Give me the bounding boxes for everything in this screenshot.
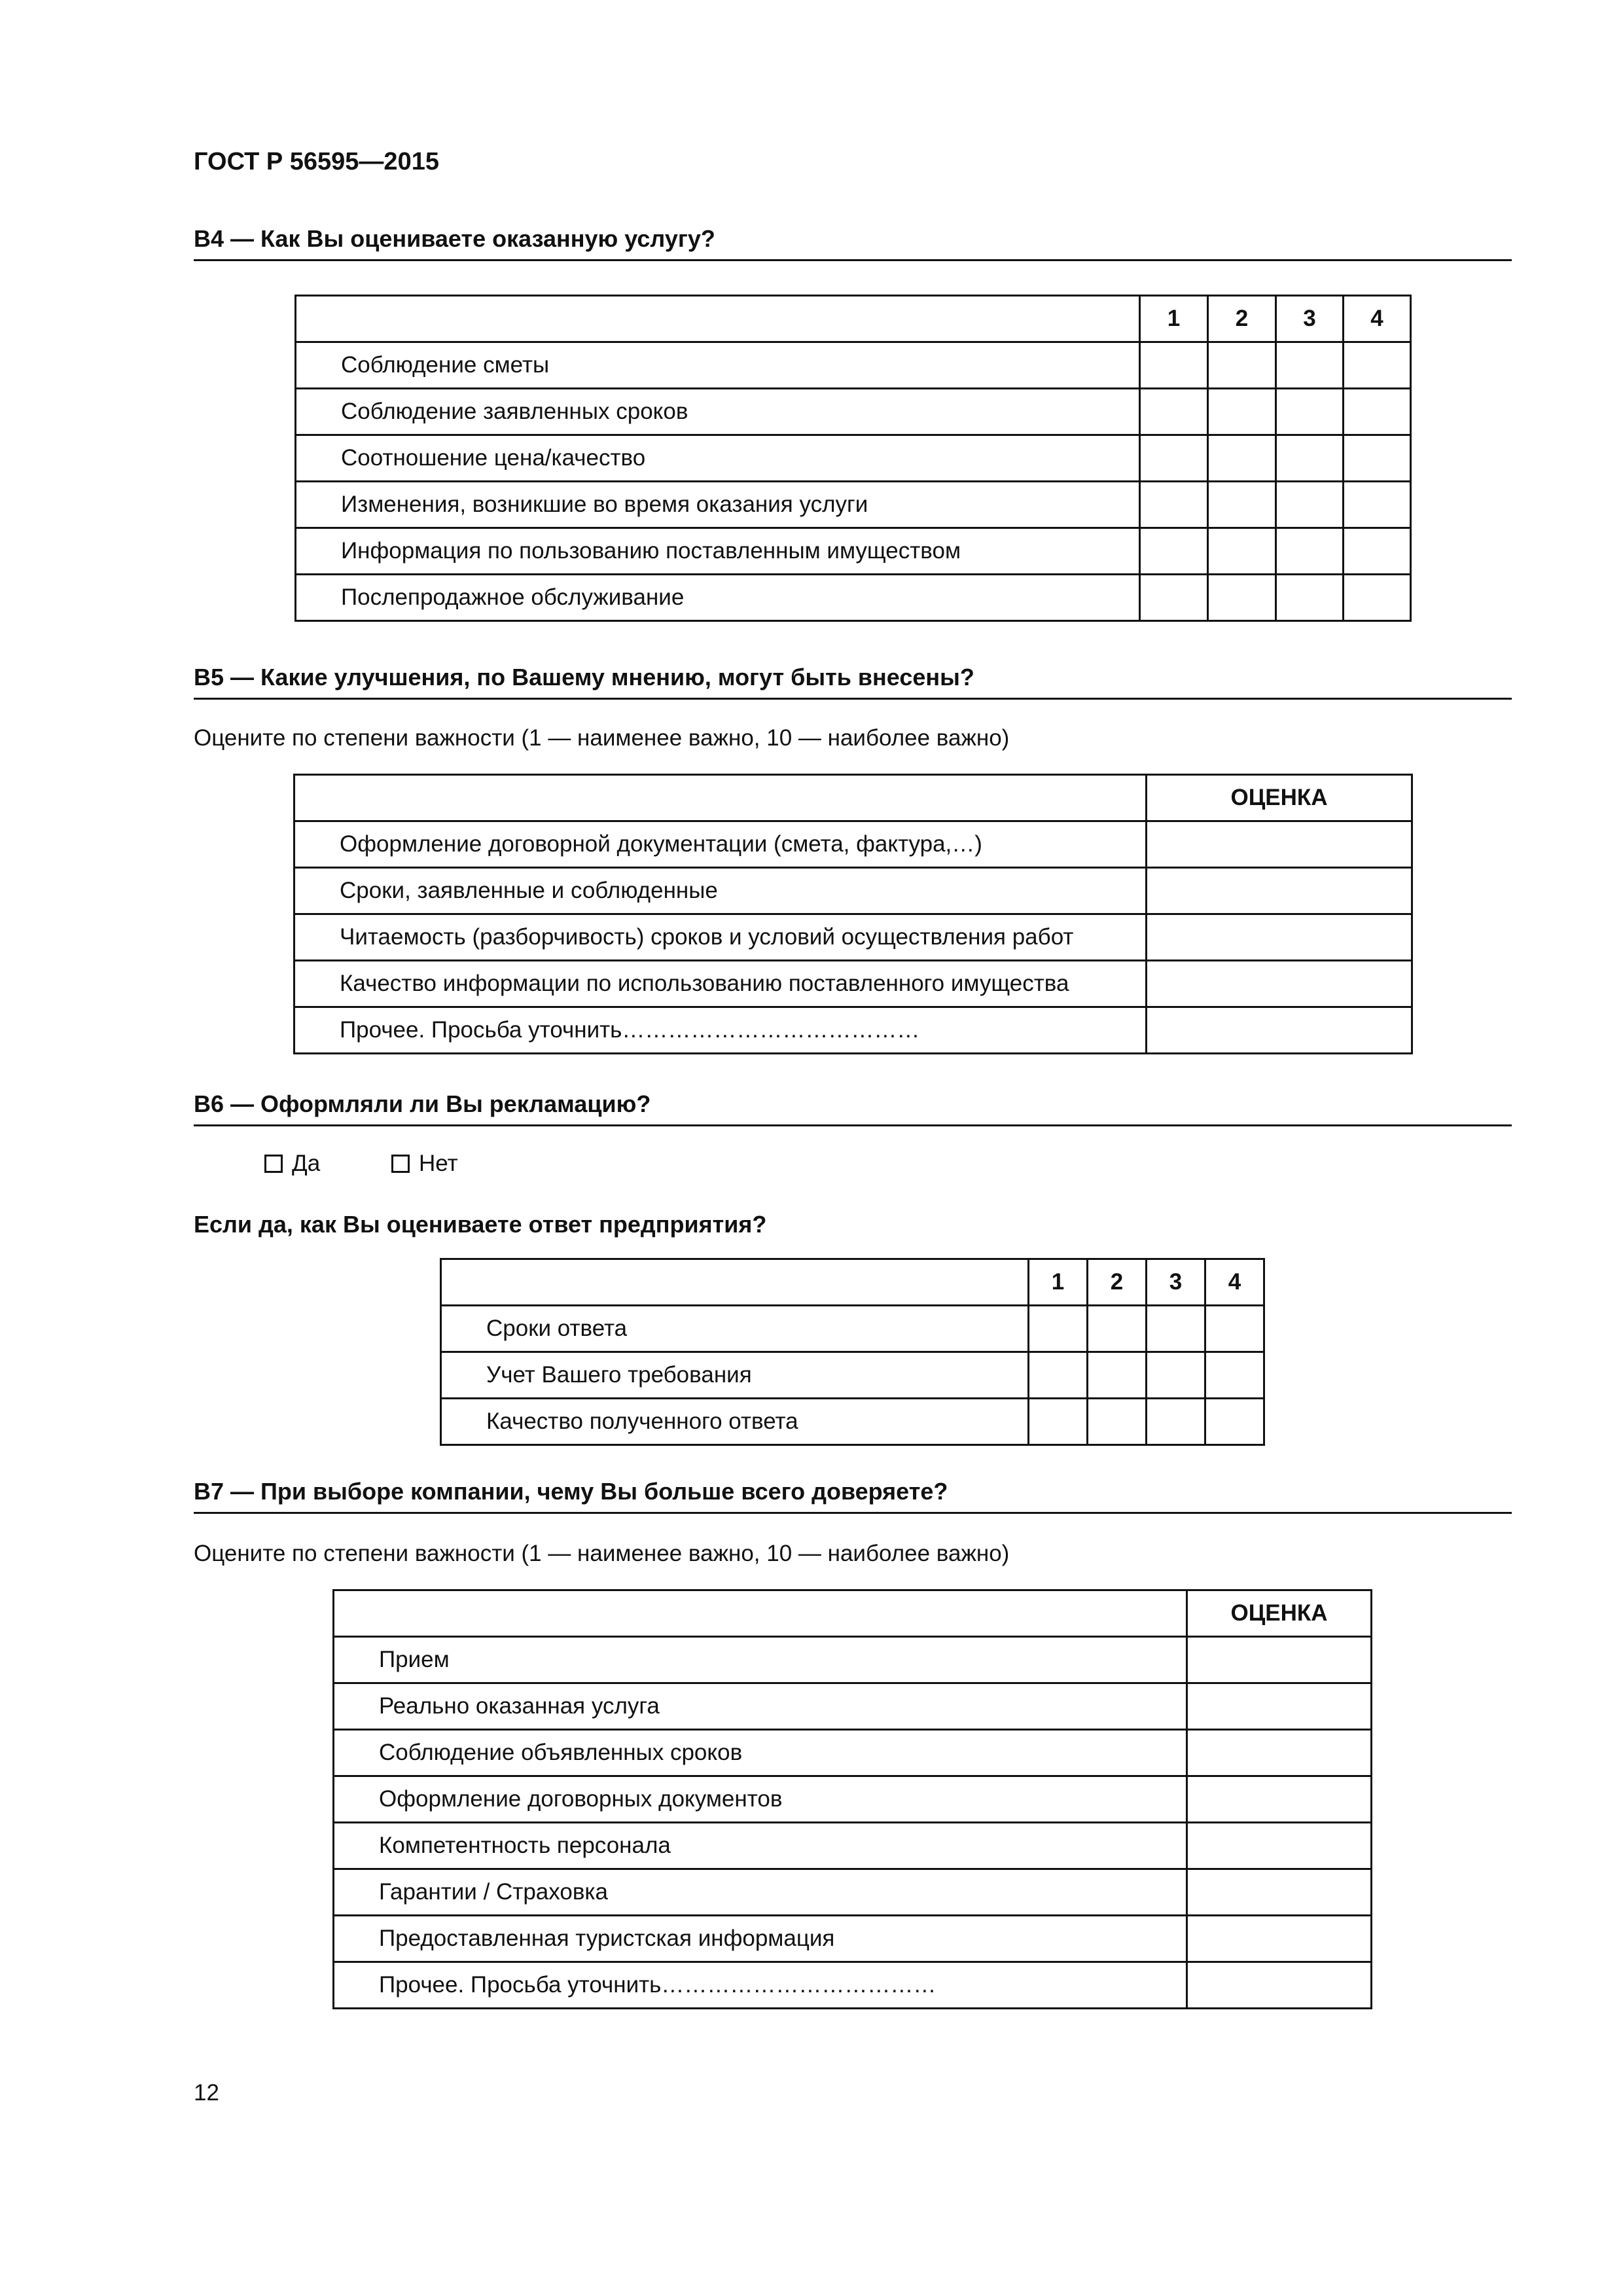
row-label: Информация по пользованию поставленным имуществом — [296, 528, 1140, 575]
rating-cell[interactable] — [1276, 435, 1344, 482]
checkbox-icon[interactable] — [391, 1155, 410, 1173]
b5-importance-table — [293, 774, 1413, 1054]
header-blank-cell — [294, 775, 1147, 821]
row-label: Соотношение цена/качество — [296, 435, 1140, 482]
b7-importance-note: Оцените по степени важности (1 — наименее важно, 10 — наиболее важно) — [194, 1541, 1010, 1566]
b5-importance-note: Оцените по степени важности (1 — наименее важно, 10 — наиболее важно) — [194, 725, 1010, 751]
row-label: Компетентность персонала — [334, 1823, 1187, 1869]
header-blank-cell — [296, 296, 1140, 342]
rating-cell[interactable] — [1029, 1352, 1088, 1399]
question-b4-title: В4 — Как Вы оцениваете оказанную услугу? — [194, 225, 1512, 261]
table-row — [334, 1823, 1372, 1869]
table-header-row — [334, 1590, 1372, 1637]
option-yes-label: Да — [292, 1151, 321, 1176]
table-row — [296, 482, 1411, 528]
score-cell[interactable] — [1147, 1007, 1412, 1054]
table-row — [441, 1399, 1264, 1445]
table-row — [296, 389, 1411, 435]
b4-rating-table — [294, 295, 1412, 622]
row-label: Изменения, возникшие во время оказания услуги — [296, 482, 1140, 528]
table-row — [294, 961, 1412, 1007]
row-label: Сроки, заявленные и соблюденные — [294, 868, 1147, 914]
score-cell[interactable] — [1147, 961, 1412, 1007]
table-row — [334, 1637, 1372, 1683]
row-label: Учет Вашего требования — [441, 1352, 1029, 1399]
table-row — [296, 342, 1411, 389]
header-blank-cell — [441, 1259, 1029, 1306]
score-cell[interactable] — [1187, 1823, 1372, 1869]
rating-cell[interactable] — [1208, 482, 1276, 528]
row-label: Предоставленная туристская информация — [334, 1916, 1187, 1962]
rating-cell[interactable] — [1276, 342, 1344, 389]
rating-cell[interactable] — [1208, 435, 1276, 482]
rating-cell[interactable] — [1344, 342, 1411, 389]
table-row — [296, 528, 1411, 575]
rating-cell[interactable] — [1276, 575, 1344, 621]
rating-cell[interactable] — [1088, 1352, 1147, 1399]
option-no[interactable] — [391, 1151, 458, 1177]
column-header: 4 — [1344, 296, 1411, 342]
table-row — [294, 914, 1412, 961]
row-label: Соблюдение сметы — [296, 342, 1140, 389]
table-row — [334, 1683, 1372, 1730]
row-label: Соблюдение объявленных сроков — [334, 1730, 1187, 1776]
table-row — [334, 1776, 1372, 1823]
row-label: Прочее. Просьба уточнить……………………………… — [334, 1962, 1187, 2009]
table-row — [441, 1352, 1264, 1399]
rating-cell[interactable] — [1276, 482, 1344, 528]
table-header-row — [296, 296, 1411, 342]
column-header: 1 — [1029, 1259, 1088, 1306]
rating-cell[interactable] — [1088, 1306, 1147, 1352]
table-header-row — [294, 775, 1412, 821]
column-header-score: ОЦЕНКА — [1147, 775, 1412, 821]
rating-cell[interactable] — [1140, 342, 1208, 389]
score-cell[interactable] — [1187, 1683, 1372, 1730]
rating-cell[interactable] — [1276, 389, 1344, 435]
table-row — [294, 1007, 1412, 1054]
score-cell[interactable] — [1187, 1869, 1372, 1916]
table-row — [296, 575, 1411, 621]
b6-response-table — [440, 1258, 1265, 1446]
page-number: 12 — [194, 2080, 219, 2106]
table-row — [441, 1306, 1264, 1352]
row-label: Прием — [334, 1637, 1187, 1683]
row-label: Оформление договорных документов — [334, 1776, 1187, 1823]
option-yes[interactable] — [264, 1151, 320, 1177]
question-b6-title: В6 — Оформляли ли Вы рекламацию? — [194, 1090, 1512, 1126]
rating-cell[interactable] — [1147, 1399, 1205, 1445]
rating-cell[interactable] — [1208, 342, 1276, 389]
rating-cell[interactable] — [1344, 435, 1411, 482]
rating-cell[interactable] — [1029, 1306, 1088, 1352]
document-code: ГОСТ Р 56595—2015 — [194, 148, 439, 175]
table-header-row — [441, 1259, 1264, 1306]
option-no-label: Нет — [419, 1151, 458, 1176]
row-label: Читаемость (разборчивость) сроков и условий осуществления работ — [294, 914, 1147, 961]
row-label: Качество полученного ответа — [441, 1399, 1029, 1445]
row-label: Реально оказанная услуга — [334, 1683, 1187, 1730]
rating-cell[interactable] — [1344, 389, 1411, 435]
score-cell[interactable] — [1187, 1637, 1372, 1683]
column-header: 2 — [1208, 296, 1276, 342]
rating-cell[interactable] — [1140, 575, 1208, 621]
rating-cell[interactable] — [1088, 1399, 1147, 1445]
table-row — [334, 1916, 1372, 1962]
column-header: 3 — [1147, 1259, 1205, 1306]
checkbox-icon[interactable] — [264, 1155, 283, 1173]
row-label: Соблюдение заявленных сроков — [296, 389, 1140, 435]
column-header: 1 — [1140, 296, 1208, 342]
score-cell[interactable] — [1187, 1776, 1372, 1823]
rating-cell[interactable] — [1208, 528, 1276, 575]
score-cell[interactable] — [1147, 868, 1412, 914]
rating-cell[interactable] — [1140, 482, 1208, 528]
row-label: Качество информации по использованию поставленного имущества — [294, 961, 1147, 1007]
rating-cell[interactable] — [1344, 482, 1411, 528]
column-header-score: ОЦЕНКА — [1187, 1590, 1372, 1637]
score-cell[interactable] — [1187, 1916, 1372, 1962]
rating-cell[interactable] — [1140, 389, 1208, 435]
header-blank-cell — [334, 1590, 1187, 1637]
rating-cell[interactable] — [1205, 1399, 1264, 1445]
rating-cell[interactable] — [1208, 389, 1276, 435]
rating-cell[interactable] — [1344, 575, 1411, 621]
table-row — [334, 1962, 1372, 2009]
rating-cell[interactable] — [1029, 1399, 1088, 1445]
rating-cell[interactable] — [1140, 528, 1208, 575]
rating-cell[interactable] — [1140, 435, 1208, 482]
table-row — [296, 435, 1411, 482]
question-b7-title: В7 — При выборе компании, чему Вы больше всего доверяете? — [194, 1478, 1512, 1514]
column-header: 3 — [1276, 296, 1344, 342]
table-row — [294, 821, 1412, 868]
score-cell[interactable] — [1147, 914, 1412, 961]
table-row — [334, 1869, 1372, 1916]
rating-cell[interactable] — [1147, 1352, 1205, 1399]
row-label: Гарантии / Страховка — [334, 1869, 1187, 1916]
question-b5-title: В5 — Какие улучшения, по Вашему мнению, могут быть внесены? — [194, 664, 1512, 700]
rating-cell[interactable] — [1205, 1352, 1264, 1399]
rating-cell[interactable] — [1208, 575, 1276, 621]
table-row — [294, 868, 1412, 914]
column-header: 4 — [1205, 1259, 1264, 1306]
rating-cell[interactable] — [1205, 1306, 1264, 1352]
score-cell[interactable] — [1187, 1962, 1372, 2009]
rating-cell[interactable] — [1276, 528, 1344, 575]
score-cell[interactable] — [1187, 1730, 1372, 1776]
table-row — [334, 1730, 1372, 1776]
row-label: Послепродажное обслуживание — [296, 575, 1140, 621]
b7-importance-table — [332, 1589, 1372, 2009]
rating-cell[interactable] — [1344, 528, 1411, 575]
row-label: Оформление договорной документации (смета, фактура,…) — [294, 821, 1147, 868]
rating-cell[interactable] — [1147, 1306, 1205, 1352]
b6-followup-title: Если да, как Вы оцениваете ответ предприятия? — [194, 1211, 767, 1238]
column-header: 2 — [1088, 1259, 1147, 1306]
row-label: Прочее. Просьба уточнить………………………………… — [294, 1007, 1147, 1054]
score-cell[interactable] — [1147, 821, 1412, 868]
row-label: Сроки ответа — [441, 1306, 1029, 1352]
